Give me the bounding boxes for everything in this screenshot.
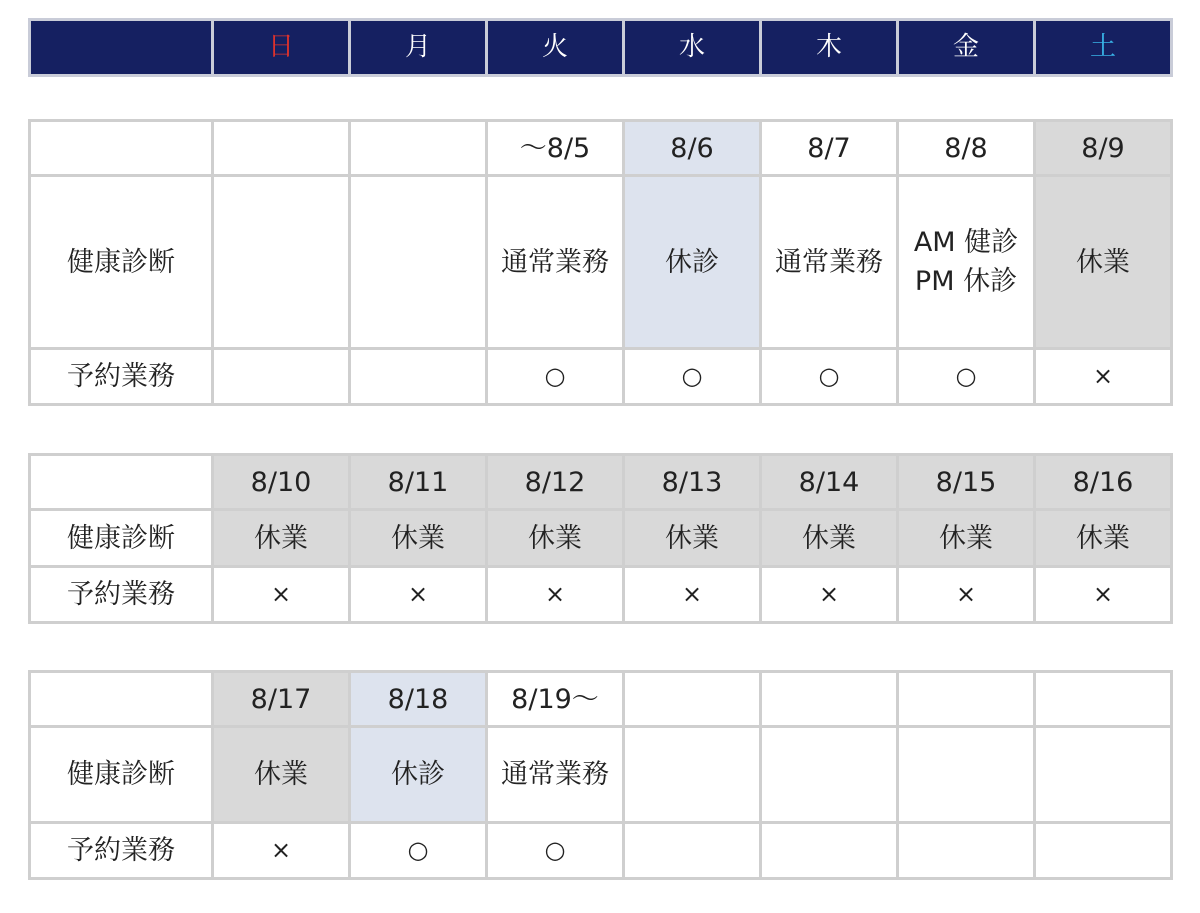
checkup-status-cell xyxy=(898,727,1035,823)
checkup-status-cell: 休診 xyxy=(624,176,761,349)
checkup-status-cell: 通常業務 xyxy=(487,176,624,349)
checkup-status-cell xyxy=(213,176,350,349)
weekday-header-table xyxy=(28,18,1173,77)
checkup-row-label: 健康診断 xyxy=(30,727,213,823)
date-cell: 8/7 xyxy=(761,121,898,176)
week-3-table xyxy=(28,670,1173,880)
reservation-status-cell: × xyxy=(1035,349,1172,405)
checkup-status-cell: 通常業務 xyxy=(761,176,898,349)
checkup-status-cell xyxy=(624,727,761,823)
reservation-status-cell xyxy=(1035,823,1172,879)
reservation-status-cell: ○ xyxy=(624,349,761,405)
date-cell: ～8/5 xyxy=(487,121,624,176)
reservation-status-cell: × xyxy=(1035,567,1172,623)
checkup-status-cell: 休業 xyxy=(487,510,624,567)
reservation-row xyxy=(30,823,1172,879)
date-cell xyxy=(213,121,350,176)
checkup-status-cell: 休業 xyxy=(350,510,487,567)
checkup-row-label: 健康診断 xyxy=(30,510,213,567)
date-cell: 8/9 xyxy=(1035,121,1172,176)
reservation-status-cell: × xyxy=(213,823,350,879)
date-cell: 8/6 xyxy=(624,121,761,176)
weekday-friday: 金 xyxy=(898,20,1035,76)
reservation-status-cell: × xyxy=(213,567,350,623)
row-label-blank xyxy=(30,672,213,727)
weekday-blank xyxy=(30,20,213,76)
date-cell xyxy=(624,672,761,727)
date-cell: 8/14 xyxy=(761,455,898,510)
reservation-status-cell xyxy=(898,823,1035,879)
date-cell: 8/10 xyxy=(213,455,350,510)
reservation-row xyxy=(30,349,1172,405)
reservation-row-label: 予約業務 xyxy=(30,567,213,623)
reservation-status-cell xyxy=(761,823,898,879)
date-row xyxy=(30,672,1172,727)
date-cell: 8/12 xyxy=(487,455,624,510)
weekday-wednesday: 水 xyxy=(624,20,761,76)
weekday-header-row xyxy=(30,20,1172,76)
reservation-status-cell: × xyxy=(761,567,898,623)
weekday-sunday: 日 xyxy=(213,20,350,76)
date-cell: 8/8 xyxy=(898,121,1035,176)
reservation-status-cell xyxy=(213,349,350,405)
checkup-row xyxy=(30,176,1172,349)
week-2-table xyxy=(28,453,1173,624)
checkup-status-cell: 休業 xyxy=(761,510,898,567)
checkup-status-cell: 休業 xyxy=(624,510,761,567)
checkup-status-cell xyxy=(350,176,487,349)
reservation-row-label: 予約業務 xyxy=(30,349,213,405)
date-row xyxy=(30,121,1172,176)
date-cell xyxy=(1035,672,1172,727)
weekday-saturday: 土 xyxy=(1035,20,1172,76)
reservation-status-cell xyxy=(624,823,761,879)
checkup-status-cell: 休業 xyxy=(213,727,350,823)
date-cell xyxy=(350,121,487,176)
date-cell: 8/11 xyxy=(350,455,487,510)
date-cell: 8/16 xyxy=(1035,455,1172,510)
checkup-status-cell: 通常業務 xyxy=(487,727,624,823)
reservation-status-cell: × xyxy=(898,567,1035,623)
date-cell: 8/18 xyxy=(350,672,487,727)
reservation-status-cell: ○ xyxy=(487,349,624,405)
weekday-monday: 月 xyxy=(350,20,487,76)
row-label-blank xyxy=(30,455,213,510)
date-row xyxy=(30,455,1172,510)
reservation-status-cell: ○ xyxy=(350,823,487,879)
checkup-status-cell: 休業 xyxy=(1035,176,1172,349)
reservation-row xyxy=(30,567,1172,623)
date-cell xyxy=(761,672,898,727)
reservation-status-cell: × xyxy=(350,567,487,623)
checkup-status-cell xyxy=(761,727,898,823)
date-cell: 8/19～ xyxy=(487,672,624,727)
reservation-status-cell: × xyxy=(487,567,624,623)
checkup-status-cell: 休診 xyxy=(350,727,487,823)
reservation-row-label: 予約業務 xyxy=(30,823,213,879)
checkup-status-cell xyxy=(1035,727,1172,823)
checkup-row xyxy=(30,727,1172,823)
checkup-status-cell: 休業 xyxy=(1035,510,1172,567)
date-cell: 8/15 xyxy=(898,455,1035,510)
date-cell: 8/17 xyxy=(213,672,350,727)
date-cell xyxy=(898,672,1035,727)
reservation-status-cell: ○ xyxy=(487,823,624,879)
checkup-status-cell: 休業 xyxy=(898,510,1035,567)
reservation-status-cell: ○ xyxy=(898,349,1035,405)
weekday-tuesday: 火 xyxy=(487,20,624,76)
checkup-row-label: 健康診断 xyxy=(30,176,213,349)
weekday-thursday: 木 xyxy=(761,20,898,76)
row-label-blank xyxy=(30,121,213,176)
week-1-table xyxy=(28,119,1173,406)
reservation-status-cell: × xyxy=(624,567,761,623)
date-cell: 8/13 xyxy=(624,455,761,510)
checkup-row xyxy=(30,510,1172,567)
reservation-status-cell xyxy=(350,349,487,405)
checkup-status-cell: AM 健診 PM 休診 xyxy=(898,176,1035,349)
checkup-status-cell: 休業 xyxy=(213,510,350,567)
reservation-status-cell: ○ xyxy=(761,349,898,405)
